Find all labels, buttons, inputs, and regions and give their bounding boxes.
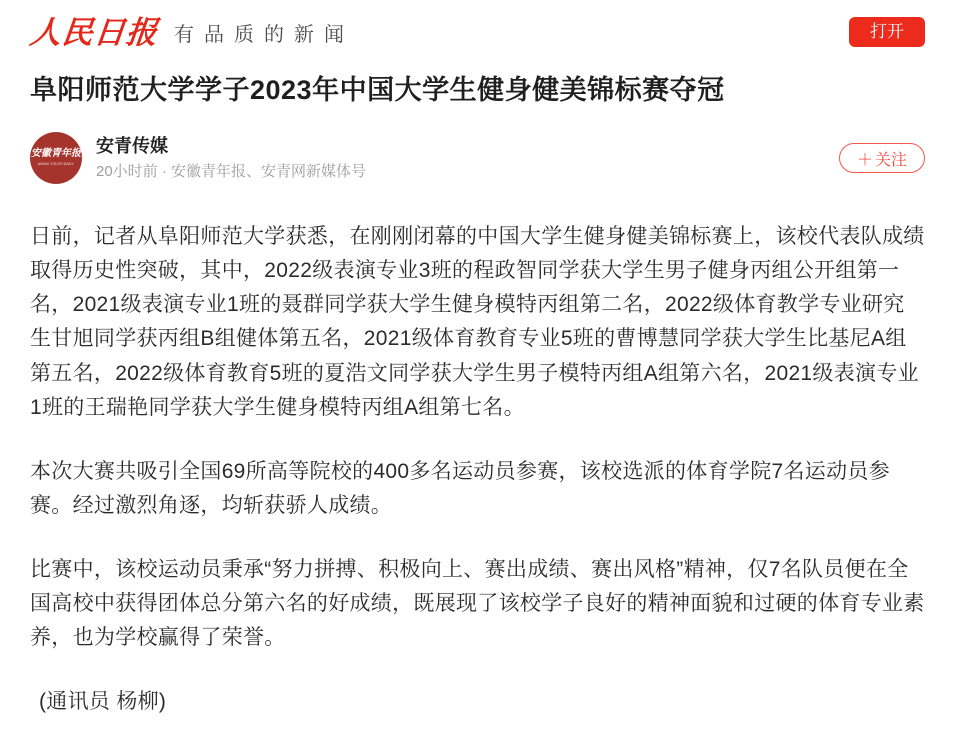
article-byline: (通讯员 杨柳) [39,689,167,713]
article-paragraph-1: 日前，记者从阜阳师范大学获悉，在刚刚闭幕的中国大学生健身健美锦标赛上，该校代表队成绩取得历史性突破，其中，2022级表演专业3班的程政智同学获大学生男子健身丙组公开组第一名，2021级表演专业1班的聂群同学获大学生健身模特丙组第二名，2022级体育教学专业研究生甘旭同学获丙组B组健体第五名，2021级体育教育专业5班的曹博慧同学获大学生比基尼A组第五名，2022级体育教育5班的夏浩文同学获大学生男子模特丙组A组第六名，2021级表演专业1班的王瑞艳同学获大学生健身模特丙组A组第七名。 [30,225,925,419]
author-info [96,136,839,182]
brand-tagline: 有品质的新闻 [174,23,354,46]
avatar-text-cn: 安徽青年报 [31,148,81,160]
follow-button[interactable] [839,143,925,173]
article-paragraph-3: 比赛中，该校运动员秉承“努力拼搏、积极向上、赛出成绩、赛出风格”精神，仅7名队员便在全国高校中获得团体总分第六名的好成绩，既展现了该校学子良好的精神面貌和过硬的体育专业素养，也为学校赢得了荣誉。 [30,557,925,649]
article-title: 阜阳师范大学学子2023年中国大学生健身健美锦标赛夺冠 [30,75,725,105]
article-body [30,220,925,718]
peoples-daily-logo: 人民日报 [28,14,160,50]
author-row [30,132,925,184]
app-header [30,12,925,52]
plus-icon: ＋ [856,151,873,169]
author-avatar[interactable] [30,132,82,184]
brand[interactable] [28,14,354,50]
article-paragraph-2: 本次大赛共吸引全国69所高等院校的400多名运动员参赛，该校选派的体育学院7名运动员参赛。经过激烈角逐，均斩获骄人成绩。 [30,459,890,517]
avatar-text-en: ANHUI YOUTH DAILY [38,162,74,167]
author-name[interactable]: 安青传媒 [96,135,168,156]
open-app-button[interactable]: 打开 [849,17,925,47]
author-meta: 20小时前 · 安徽青年报、安青网新媒体号 [96,163,367,181]
follow-button-label: 关注 [874,151,907,169]
